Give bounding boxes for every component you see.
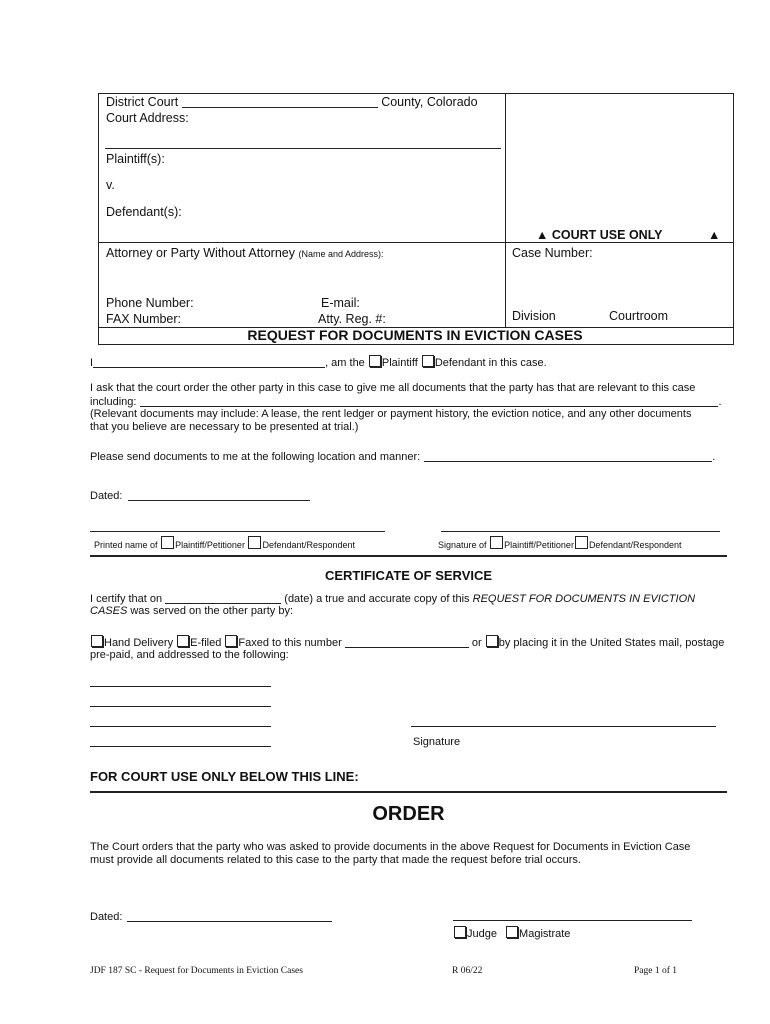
certificate-heading: CERTIFICATE OF SERVICE [324, 568, 493, 583]
service-signature-label: Signature [413, 736, 461, 748]
versus-label: v. [106, 178, 115, 192]
arrow-up-icon: ▲ [708, 228, 721, 242]
party-divider [105, 148, 501, 149]
ask-text: I ask that the court order the other party in this case to give me all documents that the party has that are relevant to this case [90, 382, 696, 394]
district-court-line [106, 95, 478, 109]
district-court-label: District Court [106, 95, 179, 109]
courtroom-label: Courtroom [609, 309, 669, 323]
atty-reg-label: Atty. Reg. #: [318, 312, 386, 326]
printed-defendant-checkbox[interactable] [248, 536, 261, 549]
address-line-4[interactable] [90, 746, 271, 747]
faxed-label: Faxed to this number [238, 637, 342, 649]
send-docs-line: Please send documents to me at the following location and manner: . [90, 451, 716, 463]
plaintiff-checkbox[interactable] [369, 355, 381, 367]
hand-delivery-label: Hand Delivery [104, 637, 174, 649]
including-line: including: . [90, 396, 722, 408]
court-use-divider [90, 791, 727, 793]
email-label: E-mail: [321, 296, 360, 310]
fax-label: FAX Number: [106, 312, 182, 326]
including-blank[interactable] [140, 395, 718, 407]
printed-defendant-label: Defendant/Respondent [262, 540, 356, 550]
arrow-up-icon: ▲ [536, 228, 549, 242]
am-the-label: , am the [325, 357, 365, 369]
including-label: including: [90, 396, 137, 408]
relevant-text-1: (Relevant documents may include: A lease, the rent ledger or payment history, the eviction notice, and any other documents [90, 408, 692, 420]
send-docs-label: Please send documents to me at the following location and manner: [90, 451, 421, 463]
attorney-sublabel: (Name and Address): [298, 249, 384, 259]
section-divider [90, 555, 727, 557]
order-text-1: The Court orders that the party who was asked to provide documents in the above Request for Documents in Eviction Case [90, 841, 691, 853]
printed-plaintiff-label: Plaintiff/Petitioner [175, 540, 245, 550]
dated-blank[interactable] [128, 489, 310, 501]
footer-page: Page 1 of 1 [634, 966, 678, 976]
hand-delivery-checkbox[interactable] [91, 635, 103, 647]
party-line [90, 355, 547, 369]
case-number-label: Case Number: [512, 246, 593, 260]
plaintiff-option: Plaintiff [381, 357, 418, 369]
caption-divider-horizontal [99, 242, 733, 243]
county-label: County, Colorado [381, 95, 478, 109]
order-heading: ORDER [372, 803, 445, 825]
or-label: or [471, 637, 482, 649]
i-prefix: I [90, 357, 94, 369]
certify-line [90, 592, 695, 605]
document-name-cont: CASES [90, 605, 128, 617]
address-line-2[interactable] [90, 706, 271, 707]
signature-line[interactable] [441, 531, 720, 532]
printed-plaintiff-checkbox[interactable] [161, 536, 174, 549]
court-use-only-label: COURT USE ONLY [551, 228, 663, 242]
relevant-text-2: that you believe are necessary to be presented at trial.) [90, 421, 359, 433]
signature-caption [438, 536, 682, 550]
judge-signature-line[interactable] [453, 920, 692, 921]
printed-name-caption [94, 536, 355, 550]
defendant-checkbox[interactable] [422, 355, 434, 367]
address-line-1[interactable] [90, 686, 271, 687]
phone-label: Phone Number: [106, 296, 194, 310]
order-text-2: must provide all documents related to this case to the party that made the request before trial occurs. [90, 854, 581, 866]
printed-name-of-label: Printed name of [94, 540, 158, 550]
division-label: Division [512, 309, 556, 323]
court-address-label: Court Address: [106, 111, 189, 125]
prepaid-text: pre-paid, and addressed to the following: [90, 649, 289, 661]
judge-checkbox[interactable] [454, 926, 466, 938]
plaintiff-label: Plaintiff(s): [106, 152, 165, 166]
fax-number-blank[interactable] [345, 636, 469, 648]
footer-form-id: JDF 187 SC - Request for Documents in Eviction Cases [90, 966, 303, 976]
service-date-blank[interactable] [165, 592, 281, 604]
footer-revision: R 06/22 [452, 966, 483, 976]
order-dated-blank[interactable] [127, 910, 332, 922]
mail-checkbox[interactable] [486, 635, 498, 647]
served-on-label: was served on the other party by: [130, 605, 294, 617]
caption-box [98, 93, 734, 328]
true-copy-label: (date) a true and accurate copy of this [284, 593, 470, 605]
judge-options [453, 926, 570, 940]
sig-plaintiff-checkbox[interactable] [490, 536, 503, 549]
sig-plaintiff-label: Plaintiff/Petitioner [504, 540, 574, 550]
sig-defendant-label: Defendant/Respondent [588, 540, 682, 550]
defendant-option: Defendant in this case. [434, 357, 547, 369]
order-dated-line [90, 910, 332, 923]
mail-label: by placing it in the United States mail, postage [498, 637, 725, 649]
efiled-checkbox[interactable] [177, 635, 189, 647]
printed-name-line[interactable] [90, 531, 385, 532]
attorney-label: Attorney or Party Without Attorney [106, 246, 295, 260]
magistrate-label: Magistrate [519, 928, 571, 940]
document-name: REQUEST FOR DOCUMENTS IN EVICTION [472, 593, 696, 605]
name-blank[interactable] [93, 356, 325, 368]
faxed-checkbox[interactable] [225, 635, 237, 647]
dated-label: Dated: [90, 490, 123, 502]
signature-of-label: Signature of [438, 540, 487, 550]
certify-on-label: I certify that on [90, 593, 163, 605]
county-blank[interactable] [182, 96, 378, 108]
service-signature-line[interactable] [411, 726, 716, 727]
caption-divider-vertical [505, 94, 506, 327]
attorney-line [106, 246, 384, 260]
address-line-3[interactable] [90, 726, 271, 727]
form-title: REQUEST FOR DOCUMENTS IN EVICTION CASES [247, 327, 583, 343]
dated-line [90, 489, 310, 502]
judge-label: Judge [467, 928, 497, 940]
defendant-label: Defendant(s): [106, 205, 182, 219]
order-dated-label: Dated: [90, 911, 123, 923]
court-use-heading: FOR COURT USE ONLY BELOW THIS LINE: [90, 769, 359, 784]
court-use-only-line [536, 228, 663, 242]
sig-defendant-checkbox[interactable] [575, 536, 588, 549]
service-method-line [90, 635, 724, 649]
efiled-label: E-filed [190, 637, 222, 649]
magistrate-checkbox[interactable] [506, 926, 518, 938]
served-line [90, 605, 293, 617]
location-blank[interactable] [424, 450, 712, 462]
